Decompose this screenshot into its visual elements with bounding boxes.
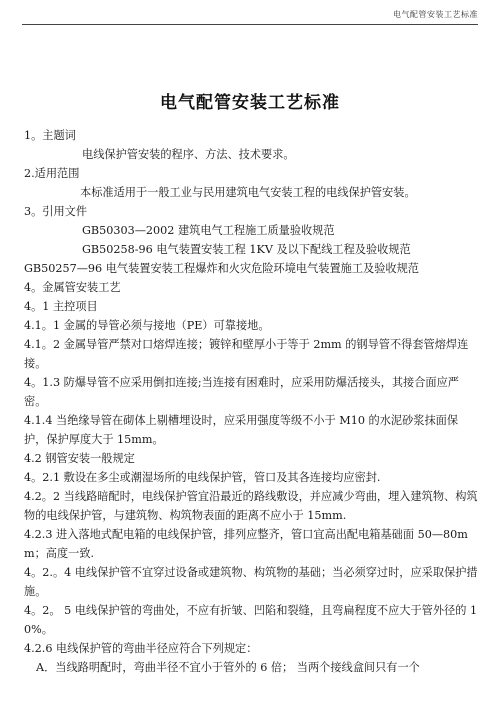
clause-paragraph: 4.2.6 电线保护管的弯曲半径应符合下列规定：	[24, 642, 258, 655]
document-body	[24, 126, 480, 677]
subsection-heading: 4.2 钢管安装一般规定	[24, 452, 135, 465]
body-paragraph: 电线保护管安装的程序、方法、技术要求。	[82, 148, 295, 161]
section-heading-4: 4。金属管安装工艺	[24, 281, 121, 294]
clause-paragraph: 4。1.3 防爆导管不应采用倒扣连接;当连接有困难时，应采用防爆活接头，其接合面应严密。	[24, 376, 459, 408]
section-heading-2: 2.适用范围	[24, 167, 80, 180]
document-title: 电气配管安装工艺标准	[160, 93, 340, 113]
subsection-heading: 4。1 主控项目	[24, 300, 98, 313]
clause-paragraph: 4。2。 5 电线保护管的弯曲处，不应有折皱、凹陷和裂缝，且弯扁程度不应大于管外径的 10%。	[24, 604, 478, 636]
body-paragraph: 本标准适用于一般工业与民用建筑电气安装工程的电线保护管安装。	[80, 186, 416, 199]
clause-paragraph: 4.1.4 当绝缘导管在砌体上剔槽埋设时，应采用强度等级不小于 M10 的水泥砂浆抹面保护，保护厚度大于 15mm。	[24, 414, 459, 446]
clause-paragraph: 4.1。1 金属的导管必须与接地（PE）可靠接地。	[24, 319, 270, 332]
clause-paragraph: 4。2.1 敷设在多尘或潮湿场所的电线保护管，管口及其各连接均应密封.	[24, 471, 381, 484]
list-item: A．当线路明配时，弯曲半径不宜小于管外的 6 倍； 当两个接线盒间只有一个	[36, 661, 420, 674]
clause-paragraph: 4.2。2 当线路暗配时，电线保护管宜沿最近的路线敷设，并应减少弯曲，埋入建筑物、构筑物的电线保护管，与建筑物、构筑物表面的距离不应小于 15mm.	[24, 490, 478, 522]
clause-paragraph: 4。2.。4 电线保护管不宜穿过设备或建筑物、构筑物的基础；当必须穿过时，应采取保护措施。	[24, 566, 478, 598]
clause-paragraph: 4.1。2 金属导管严禁对口熔焊连接；镀锌和壁厚小于等于 2mm 的钢导管不得套管熔焊连接。	[24, 338, 469, 370]
reference-item: GB50257—96 电气装置安装工程爆炸和火灾危险环境电气装置施工及验收规范	[24, 262, 419, 275]
header-divider	[22, 24, 478, 25]
clause-paragraph: 4.2.3 进入落地式配电箱的电线保护管，排列应整齐，管口宜高出配电箱基础面 50—80mm；高度一致.	[24, 528, 468, 560]
reference-item: GB50303—2002 建筑电气工程施工质量验收规范	[82, 224, 335, 237]
section-heading-1: 1。主题词	[24, 129, 76, 142]
running-header: 电气配管安装工艺标准	[393, 10, 478, 19]
reference-item: GB50258-96 电气装置安装工程 1KV 及以下配线工程及验收规范	[82, 243, 411, 256]
section-heading-3: 3。引用文件	[24, 205, 88, 218]
